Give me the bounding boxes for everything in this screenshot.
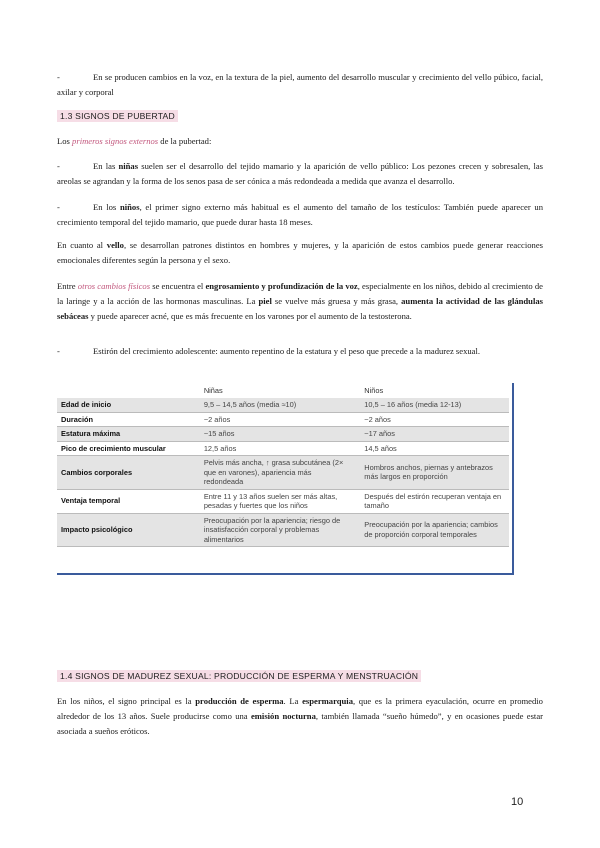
column-header-ninos: Niños: [364, 386, 384, 395]
column-header-ninas: Niñas: [203, 386, 223, 395]
puberty-comparison-table: [57, 383, 514, 575]
esperma-paragraph: En los niños, el signo principal es la producción de esperma. La espermarquia, que es la primera eyaculación, ocurre en promedio alrededor de los 13 años. Suele producirse como una emisión nocturna, también llamada “sueño húmedo”, y en ocasiones puede estar asociada a sueños eróticos.: [57, 696, 543, 736]
otros-cambios-paragraph: Entre otros cambios físicos se encuentra el engrosamiento y profundización de la voz, especialmente en los niños, debido al crecimiento de la laringe y a la acción de las hormonas masculinas. La piel se vuelve más gruesa y más grasa, aumenta la actividad de las glándulas sebáceas y puede aparecer acné, que es más frecuente en los varones por el aumento de la testosterona.: [57, 281, 543, 321]
highlight-text: primeros signos externos: [72, 136, 159, 146]
table-row: Pico de crecimiento muscular 12,5 años 14,5 años: [57, 441, 509, 456]
intro-paragraph: [57, 70, 543, 100]
page-number: 10: [511, 796, 524, 808]
table-row: Edad de inicio 9,5 – 14,5 años (media ≈10) 10,5 – 16 años (media 12-13): [57, 398, 509, 412]
table-row: Cambios corporales Pelvis más ancha, ↑ grasa subcutánea (2× que en varones), apariencia más redondeada Hombros anchos, piernas y antebrazos más largos en proporción: [57, 456, 509, 490]
bullet-dash: -: [57, 72, 60, 82]
table-row: Duración ~2 años ~2 años: [57, 412, 509, 427]
intro-text: En se producen cambios en la voz, en la textura de la piel, aumento del desarrollo muscular y crecimiento del vello púbico, facial, axilar y corporal: [57, 72, 543, 97]
estiron-paragraph: - Estirón del crecimiento adolescente: aumento repentino de la estatura y el peso que precede a la madurez sexual.: [57, 344, 543, 359]
table-header-row: [57, 383, 509, 398]
table-row: Ventaja temporal Entre 11 y 13 años suelen ser más altas, pesadas y fuertes que los niños Después del estirón recuperan ventaja en tamaño: [57, 489, 509, 513]
table-row: Impacto psicológico Preocupación por la apariencia; riesgo de insatisfacción corporal y problemas alimentarios Preocupación por la apariencia; cambios de proporción corporal temporales: [57, 513, 509, 547]
bullet-dash: -: [57, 202, 60, 212]
ninos-paragraph: - En los niños, el primer signo externo más habitual es el aumento del tamaño de los testículos: También puede aparecer un crecimiento temporal del tejido mamario, que puede durar hasta 18 meses.: [57, 202, 543, 227]
section-heading-1-3: 1.3 SIGNOS DE PUBERTAD: [57, 110, 178, 122]
ninas-paragraph: - En las niñas suelen ser el desarrollo del tejido mamario y la aparición de vello público: Los pezones crecen y sobresalen, las areolas se agrandan y la forma de los senos pasa de ser cónica a más redondeada a medida que avanza el desarrollo.: [57, 161, 544, 186]
bullet-dash: -: [57, 161, 60, 171]
table-row: Estatura máxima ~15 años ~17 años: [57, 427, 509, 442]
section-heading-1-4: 1.4 SIGNOS DE MADUREZ SEXUAL: PRODUCCIÓN DE ESPERMA Y MENSTRUACIÓN: [57, 670, 421, 682]
primeros-signos-paragraph: Los primeros signos externos de la pubertad:: [57, 136, 212, 146]
highlight-text: otros cambios físicos: [77, 281, 151, 291]
bullet-dash: -: [57, 346, 60, 356]
vello-paragraph: En cuanto al vello, se desarrollan patrones distintos en hombres y mujeres, y la aparición de estos cambios puede generar reacciones emocionales diferentes según la persona y el sexo.: [57, 240, 543, 265]
